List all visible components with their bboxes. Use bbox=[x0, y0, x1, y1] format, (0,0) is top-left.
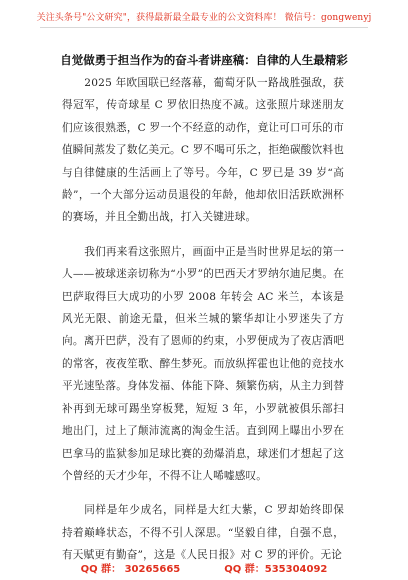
footer-qq-group-2: QQ 群：535304092 bbox=[224, 564, 328, 575]
paragraph-2: 我们再来看这张照片，画面中正是当时世界足坛的第一人——被球迷亲切称为“小罗”的巴西天才罗纳尔迪尼奥。在巴萨取得巨大成功的小罗 2008 年转会 AC 米兰，本该是风光无限、前途无量，但米兰城的繁华却让小罗迷失了方向。离开巴萨，没有了恩师的约束，小罗便成为了夜店酒吧的常客，夜夜笙歌、醉生梦死。而放纵挥霍也让他的竞技水平光速坠落。身体发福、体能下降、频繁伤病，从主力到替补再到无球可踢坐穿板凳，短短 3 年，小罗就被俱乐部扫地出门，过上了颠沛流离的淘金生活。直到网上曝出小罗在巴拿马的监狱参加足球比赛的劲爆消息，球迷们才想起了这个曾经的天才少年，不得不让人唏嘘感叹。 bbox=[62, 245, 344, 482]
document-body bbox=[62, 72, 344, 567]
header-divider bbox=[40, 27, 368, 28]
header-note: 关注头条号"公文研究"，获得最新最全最专业的公文资料库！ 微信号：gongwenyj bbox=[36, 13, 372, 23]
document-title: 自觉做勇于担当作为的奋斗者讲座稿：自律的人生最精彩 bbox=[60, 53, 348, 67]
paragraph-1: 2025 年欧国联已经落幕，葡萄牙队一路战胜强敌，获得冠军，传奇球星 C 罗依旧热度不减。这张照片球迷朋友们应该很熟悉，C 罗一个不经意的动作，竟让可口可乐的市值瞬间蒸发了数亿美元。C 罗不喝可乐之，拒绝碳酸饮料也与自律健康的生活画上了等号。今年，C 罗已是 39 岁“高龄”，一个大部分运动员退役的年龄，他却依旧活跃欧洲杯的赛场，并且全勤出战，打入关键进球。 bbox=[62, 77, 344, 224]
paragraph-3: 同样是年少成名，同样是大红大紫，C 罗却始终即保持着巅峰状态，不得不引人深思。“坚毅自律，自强不息，有天赋更有勤奋”，这是《人民日报》对 C 罗的评价。无论 bbox=[62, 504, 344, 562]
footer-qq-group-1: QQ 群： 30265665 bbox=[80, 564, 181, 575]
footer bbox=[0, 560, 408, 575]
